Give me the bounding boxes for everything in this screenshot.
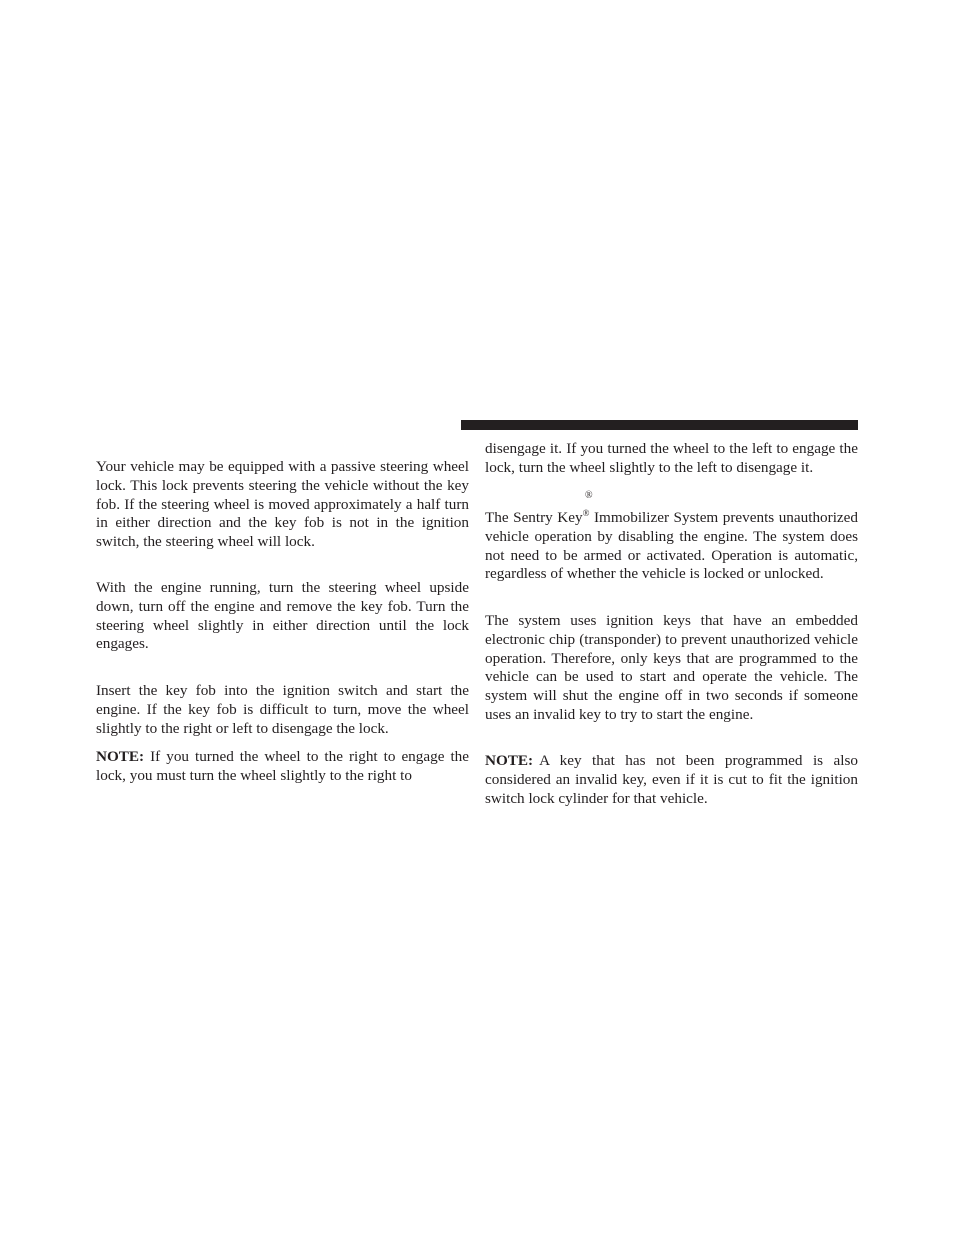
note-label: NOTE:: [485, 752, 534, 769]
heading-registered-mark: ®: [585, 490, 593, 501]
right-paragraph-continued: disengage it. If you turned the wheel to the left to engage the lock, turn the wheel slightly to the left to disengage it.: [485, 440, 858, 476]
right-paragraph-transponder: The system uses ignition keys that have an embedded electronic chip (transponder) to prevent unauthorized vehicle operation. Therefore, only keys that are programmed to the vehicle can be used to start and operate the vehicle. The system will shut the engine off in two seconds if someone uses an invalid key to try to start the engine.: [485, 612, 858, 723]
right-note: [485, 752, 858, 808]
left-note: [96, 748, 469, 786]
note-text: If you turned the wheel to the right to engage the lock, you must turn the wheel slightly to the right to: [96, 748, 469, 784]
section-header-bar: [461, 420, 858, 430]
note-label: NOTE:: [96, 748, 145, 765]
registered-mark: ®: [582, 507, 590, 518]
left-paragraph-manual-lock: With the engine running, turn the steering wheel upside down, turn off the engine and remove the key fob. Turn the steering wheel slightly in either direction until the lock engages.: [96, 579, 469, 653]
left-paragraph-steering-lock-intro: Your vehicle may be equipped with a passive steering wheel lock. This lock prevents steering the vehicle without the key fob. If the steering wheel is moved approximately a half turn in either direction and the key fob is not in the ignition switch, the steering wheel will lock.: [96, 458, 469, 551]
right-paragraph-sentry-key: The Sentry Key® Immobilizer System prevents unauthorized vehicle operation by disabling the engine. The system does not need to be armed or activated. Operation is automatic, regardless of whether the vehicle is locked or unlocked.: [485, 507, 858, 583]
note-text: A key that has not been programmed is also considered an invalid key, even if it is cut to fit the ignition switch lock cylinder for that vehicle.: [485, 752, 858, 807]
left-paragraph-unlock: Insert the key fob into the ignition switch and start the engine. If the key fob is difficult to turn, move the wheel slightly to the right or left to disengage the lock.: [96, 682, 469, 737]
